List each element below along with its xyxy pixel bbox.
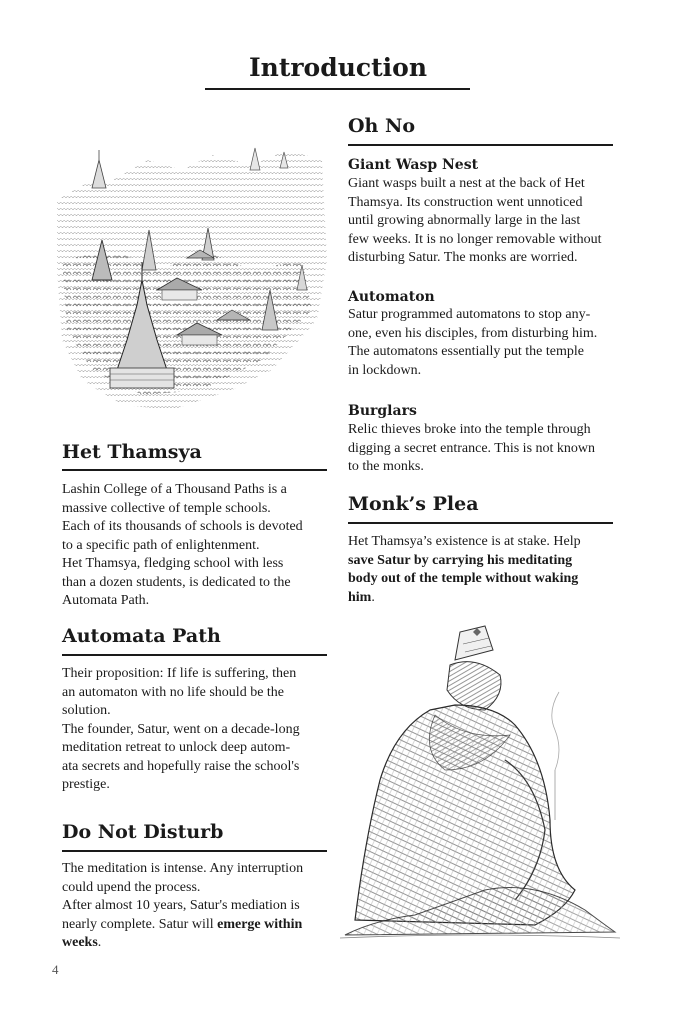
- text-line: Their proposition: If life is suffering, then: [62, 666, 297, 681]
- text-line: Relic thieves broke into the temple through: [348, 422, 591, 437]
- automata-path-text: [62, 665, 330, 795]
- monks-plea-text: [348, 533, 618, 607]
- automaton-subheading: Automaton: [348, 289, 435, 305]
- text-line: [348, 570, 618, 589]
- text-line: until growing abnormally large in the last: [348, 213, 581, 228]
- text-span: .: [97, 935, 102, 950]
- text-line: Satur programmed automatons to stop any-: [348, 307, 591, 322]
- do-not-disturb-text: [62, 860, 330, 953]
- text-line: an automaton with no life should be the: [62, 684, 285, 700]
- text-line: Each of its thousands of schools is devoted: [62, 519, 303, 534]
- text-line: [62, 934, 330, 953]
- temple-landscape-illustration: [52, 140, 332, 420]
- het-thamsya-text: [62, 481, 330, 611]
- text-line: Het Thamsya’s existence is at stake. Help: [348, 534, 581, 549]
- text-line: Lashin College of a Thousand Paths is a: [62, 482, 287, 497]
- text-line: prestige.: [62, 777, 110, 792]
- oh-no-heading: Oh No: [348, 115, 416, 137]
- text-line: to a specific path of enlightenment.: [62, 537, 260, 553]
- het-thamsya-rule: [62, 469, 327, 471]
- text-line: meditation retreat to unlock deep autom-: [62, 740, 291, 755]
- emphasis-text: him: [348, 589, 372, 605]
- burglars-subheading: Burglars: [348, 403, 417, 419]
- text-line: to the monks.: [348, 459, 424, 474]
- do-not-disturb-rule: [62, 850, 327, 852]
- emphasis-text: save Satur by carrying his meditating: [348, 552, 573, 568]
- emphasis-text: emerge within: [217, 916, 303, 932]
- monks-plea-heading: Monk’s Plea: [348, 493, 479, 515]
- text-line: Giant wasps built a nest at the back of Het: [348, 176, 585, 191]
- monks-plea-rule: [348, 522, 613, 524]
- text-line: in lockdown.: [348, 362, 422, 378]
- giant-wasp-nest-text: [348, 175, 618, 268]
- text-line: After almost 10 years, Satur's mediation is: [62, 898, 300, 913]
- text-line: Automata Path.: [62, 593, 150, 608]
- text-span: .: [371, 589, 375, 605]
- automaton-text: [348, 306, 618, 380]
- text-line: disturbing Satur. The monks are worried.: [348, 250, 578, 265]
- het-thamsya-heading: Het Thamsya: [62, 441, 202, 463]
- giant-wasp-nest-subheading: Giant Wasp Nest: [348, 157, 479, 173]
- text-line: Het Thamsya, fledging school with less: [62, 556, 284, 571]
- text-line: could upend the process.: [62, 879, 201, 895]
- emphasis-text: weeks: [62, 935, 98, 950]
- text-line: solution.: [62, 703, 111, 718]
- emphasis-text: body out of the temple without waking: [348, 571, 579, 586]
- text-line: digging a secret entrance. This is not known: [348, 440, 596, 456]
- automata-path-heading: Automata Path: [62, 625, 221, 647]
- do-not-disturb-heading: Do Not Disturb: [62, 821, 224, 843]
- text-line: ata secrets and hopefully raise the school's: [62, 758, 300, 774]
- text-line: than a dozen students, is dedicated to the: [62, 574, 291, 590]
- text-line: [348, 589, 618, 608]
- text-line: massive collective of temple schools.: [62, 500, 271, 516]
- text-line: Thamsya. Its construction went unnoticed: [348, 194, 583, 210]
- page-title: Introduction: [248, 53, 428, 82]
- burglars-text: [348, 421, 618, 477]
- text-line: The automatons essentially put the temple: [348, 344, 584, 359]
- meditating-monk-illustration: [335, 620, 625, 950]
- automata-path-rule: [62, 654, 327, 656]
- text-line: The meditation is intense. Any interruption: [62, 861, 304, 876]
- page-number: 4: [52, 962, 59, 977]
- text-line: The founder, Satur, went on a decade-long: [62, 721, 300, 737]
- title-underline: [205, 88, 470, 90]
- text-line: few weeks. It is no longer removable without: [348, 231, 602, 247]
- text-line: one, even his disciples, from disturbing him.: [348, 325, 598, 341]
- oh-no-rule: [348, 144, 613, 146]
- text-line: [62, 916, 330, 935]
- text-line: [348, 552, 618, 571]
- text-span: nearly complete. Satur will: [62, 916, 218, 932]
